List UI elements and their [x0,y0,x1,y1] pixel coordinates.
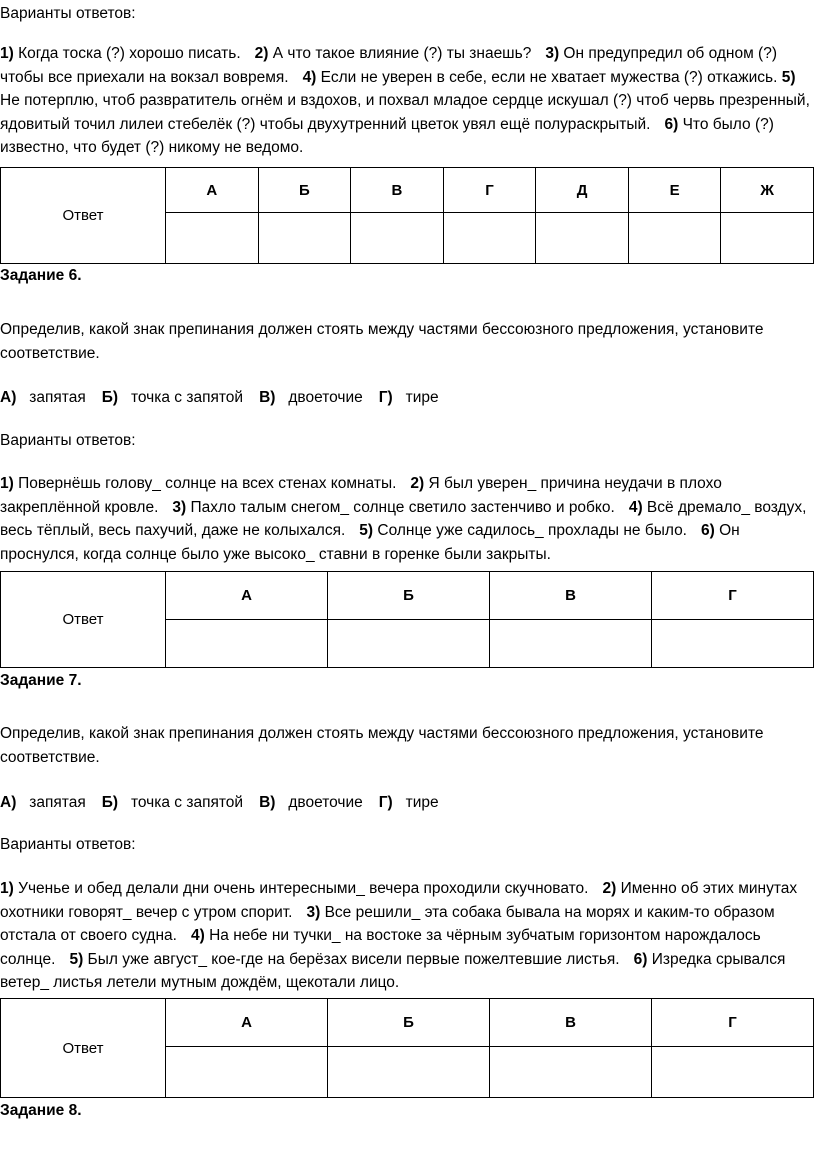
task-title: Задание 8. [0,1102,82,1119]
task-instruction: Определив, какой знак препинания должен стоять между частями бессоюзного предложения, установите соответствие. [0,725,764,766]
option-letter: Г) [378,794,393,811]
item-text: Солнце уже садилось_ прохлады не было. [373,522,687,539]
option-letter: В) [259,389,276,406]
task-title: Задание 6. [0,267,82,284]
option-text: точка с запятой [130,794,244,811]
answer-row-label: Ответ [1,999,166,1098]
item-number: 5) [781,68,796,86]
item-text: Когда тоска (?) хорошо писать. [13,45,241,62]
option-letter: Б) [101,794,119,811]
item-text: Он проснулся, когда солнце было уже высоко_ ставни в горенке были закрыты. [0,522,740,563]
item-number: 3) [306,903,321,921]
item-number: 1) [0,45,14,62]
answer-cell[interactable] [536,213,629,264]
item-number: 2) [410,475,425,492]
answer-cell[interactable] [490,620,652,668]
item-text: Изредка срывался ветер_ листья летели мутным дождём, щекотали лицо. [0,950,786,991]
options-line [0,791,816,815]
variants-heading: Варианты ответов: [0,836,136,853]
item-text: А что такое влияние (?) ты знаешь? [268,45,532,62]
item-text: Пахло талым снегом_ солнце светило застенчиво и робко. [186,498,615,516]
option-text: запятая [29,794,86,811]
answer-table-task6 [0,571,814,668]
item-text: На небе ни тучки_ на востоке за чёрным зубчатым горизонтом нарождалось солнце. [0,927,761,968]
answer-cell[interactable] [166,620,328,668]
item-text: Если не уверен в себе, если не хватает мужества (?) откажись. [316,68,778,86]
item-text: Ученье и обед делали дни очень интересными_ вечера проходили скучновато. [13,880,589,897]
answer-table-top [0,167,814,264]
item-text: Всё дремало_ воздух, весь тёплый, весь пахучий, даже не колыхался. [0,498,807,539]
answer-cell[interactable] [652,1047,814,1098]
column-header: В [490,572,652,620]
answer-cell[interactable] [351,213,444,264]
options-line [0,386,816,410]
answer-row-label: Ответ [1,572,166,668]
option-text: двоеточие [288,389,363,406]
item-text: Именно об этих минутах охотники говорят_ вечер с утром спорит. [0,880,798,921]
answer-variants-list [0,42,816,160]
item-number: 5) [69,950,84,968]
answer-cell[interactable] [721,213,814,264]
item-number: 6) [701,522,715,539]
item-number: 2) [602,880,617,897]
answer-variants-list [0,472,816,566]
item-text: Я был уверен_ причина неудачи в плохо закреплённой кровле. [0,475,722,516]
variants-heading [0,2,816,26]
option-text: точка с запятой [130,389,244,406]
option-letter: В) [259,794,276,811]
item-text: Не потерплю, чтоб развратитель огнём и вздохов, и похвал младое сердце искушал (?) чтоб червь презренный, ядовитый точил лилеи стебелёк (?) чтобы двухутренний цветок увял ещё полураскрытый. [0,92,810,133]
item-text: Что было (?) известно, что будет (?) никому не ведомо. [0,115,774,156]
column-header: Е [628,168,721,213]
column-header: Б [328,999,490,1047]
task-instruction: Определив, какой знак препинания должен стоять между частями бессоюзного предложения, установите соответствие. [0,321,764,362]
variants-heading: Варианты ответов: [0,432,136,449]
option-letter: А) [0,794,17,811]
column-header: Б [258,168,351,213]
answer-table-task7 [0,998,814,1098]
answer-cell[interactable] [443,213,536,264]
answer-cell[interactable] [166,1047,328,1098]
item-number: 1) [0,880,14,897]
option-text: тире [405,389,439,406]
option-letter: Г) [378,389,393,406]
item-number: 3) [545,45,560,62]
answer-cell[interactable] [258,213,351,264]
item-text: Был уже август_ кое-где на берёзах висели первые пожелтевшие листья. [83,950,620,968]
column-header: Г [443,168,536,213]
answer-cell[interactable] [628,213,721,264]
item-text: Повернёшь голову_ солнце на всех стенах комнаты. [13,475,397,492]
column-header: Д [536,168,629,213]
column-header: В [490,999,652,1047]
answer-row-label: Ответ [1,168,166,264]
answer-cell[interactable] [166,213,259,264]
item-number: 2) [254,45,269,62]
option-letter: А) [0,389,17,406]
answer-cell[interactable] [328,1047,490,1098]
item-text: Он предупредил об одном (?) чтобы все приехали на вокзал вовремя. [0,45,778,86]
item-number: 6) [633,950,648,968]
column-header: А [166,168,259,213]
item-number: 3) [172,498,187,516]
item-number: 4) [302,68,317,86]
option-text: двоеточие [288,794,363,811]
answer-cell[interactable] [490,1047,652,1098]
answer-cell[interactable] [652,620,814,668]
column-header: В [351,168,444,213]
column-header: Г [652,572,814,620]
item-number: 1) [0,475,14,492]
item-text: Все решили_ эта собака бывала на морях и каким-то образом отстала от своего судна. [0,903,775,944]
item-number: 4) [190,927,205,944]
item-number: 4) [628,498,643,516]
column-header: Б [328,572,490,620]
variants-heading-text: Варианты ответов: [0,5,136,22]
option-letter: Б) [101,389,119,406]
option-text: тире [405,794,439,811]
item-number: 6) [664,115,679,133]
column-header: Г [652,999,814,1047]
item-number: 5) [359,522,374,539]
column-header: Ж [721,168,814,213]
answer-variants-list [0,877,816,995]
answer-cell[interactable] [328,620,490,668]
column-header: А [166,999,328,1047]
task-title: Задание 7. [0,672,82,689]
option-text: запятая [29,389,86,406]
column-header: А [166,572,328,620]
